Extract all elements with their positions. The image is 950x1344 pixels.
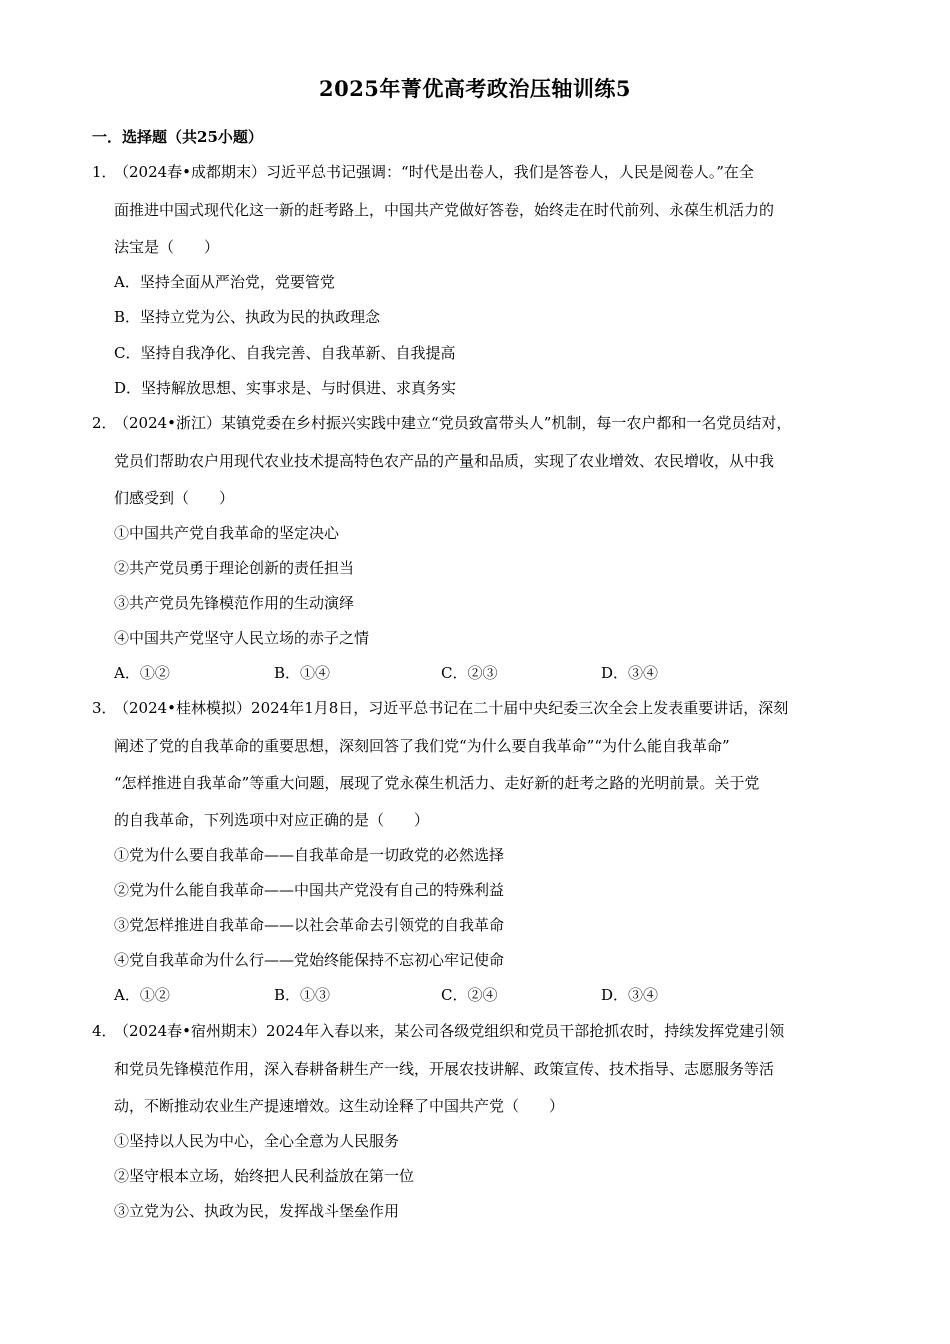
choice-b: B．①④ bbox=[274, 664, 331, 682]
question-number: 4． bbox=[92, 1022, 117, 1040]
statement-item: ④党自我革命为什么行——党始终能保持不忘初心牢记使命 bbox=[114, 951, 505, 969]
choice-a: A．①② bbox=[114, 664, 170, 682]
question-stem-line: 们感受到（ ） bbox=[114, 489, 235, 507]
page-title: 2025年菁优高考政治压轴训练5 bbox=[318, 76, 632, 101]
question-stem-line: 法宝是（ ） bbox=[114, 238, 220, 256]
statement-item: ③立党为公、执政为民，发挥战斗堡垒作用 bbox=[114, 1202, 400, 1220]
question-stem-line: （2024•桂林模拟）2024年1月8日，习近平总书记在二十届中央纪委三次全会上发表重要讲话，深刻 bbox=[114, 699, 789, 717]
choice-d: D．③④ bbox=[601, 986, 659, 1004]
choice-c: C．②④ bbox=[441, 986, 498, 1004]
answer-option: B．坚持立党为公、执政为民的执政理念 bbox=[114, 308, 381, 326]
statement-item: ③党怎样推进自我革命——以社会革命去引领党的自我革命 bbox=[114, 916, 505, 934]
question-number: 1． bbox=[92, 163, 117, 181]
statement-item: ④中国共产党坚守人民立场的赤子之情 bbox=[114, 629, 370, 647]
question-stem-line: 阐述了党的自我革命的重要思想，深刻回答了我们党“为什么要自我革命”“为什么能自我革命” bbox=[114, 737, 730, 755]
question-stem-line: 党员们帮助农户用现代农业技术提高特色农产品的产量和品质，实现了农业增效、农民增收，从中我 bbox=[114, 452, 775, 470]
question-number: 3． bbox=[92, 699, 117, 717]
choice-a: A．①② bbox=[114, 986, 170, 1004]
statement-item: ①党为什么要自我革命——自我革命是一切政党的必然选择 bbox=[114, 846, 505, 864]
question-stem-line: 面推进中国式现代化这一新的赶考路上，中国共产党做好答卷，始终走在时代前列、永葆生机活力的 bbox=[114, 201, 775, 219]
choice-c: C．②③ bbox=[441, 664, 498, 682]
question-stem-line: 和党员先锋模范作用，深入春耕备耕生产一线，开展农技讲解、政策宣传、技术指导、志愿服务等活 bbox=[114, 1060, 775, 1078]
statement-item: ①中国共产党自我革命的坚定决心 bbox=[114, 524, 340, 542]
section-heading: 一．选择题（共25小题） bbox=[92, 128, 263, 146]
answer-option: C．坚持自我净化、自我完善、自我革新、自我提高 bbox=[114, 344, 456, 362]
answer-option: A．坚持全面从严治党，党要管党 bbox=[114, 273, 335, 291]
statement-item: ②党为什么能自我革命——中国共产党没有自己的特殊利益 bbox=[114, 881, 505, 899]
statement-item: ①坚持以人民为中心，全心全意为人民服务 bbox=[114, 1132, 400, 1150]
question-stem-line: 的自我革命，下列选项中对应正确的是（ ） bbox=[114, 811, 430, 829]
question-stem-line: （2024春•成都期末）习近平总书记强调：“时代是出卷人，我们是答卷人，人民是阅卷人。”在全 bbox=[114, 163, 754, 181]
question-stem-line: （2024春•宿州期末）2024年入春以来，某公司各级党组织和党员干部抢抓农时，持续发挥党建引领 bbox=[114, 1022, 785, 1040]
question-number: 2． bbox=[92, 414, 117, 432]
question-stem-line: （2024•浙江）某镇党委在乡村振兴实践中建立“党员致富带头人”机制，每一农户都和一名党员结对， bbox=[114, 414, 792, 432]
statement-item: ②坚守根本立场，始终把人民利益放在第一位 bbox=[114, 1167, 415, 1185]
choice-d: D．③④ bbox=[601, 664, 659, 682]
statement-item: ③共产党员先锋模范作用的生动演绎 bbox=[114, 594, 355, 612]
choice-b: B．①③ bbox=[274, 986, 331, 1004]
answer-option: D．坚持解放思想、实事求是、与时俱进、求真务实 bbox=[114, 379, 457, 397]
question-stem-line: “怎样推进自我革命”等重大问题，展现了党永葆生机活力、走好新的赶考之路的光明前景。关于党 bbox=[114, 774, 760, 792]
question-stem-line: 动，不断推动农业生产提速增效。这生动诠释了中国共产党（ ） bbox=[114, 1097, 565, 1115]
statement-item: ②共产党员勇于理论创新的责任担当 bbox=[114, 559, 355, 577]
